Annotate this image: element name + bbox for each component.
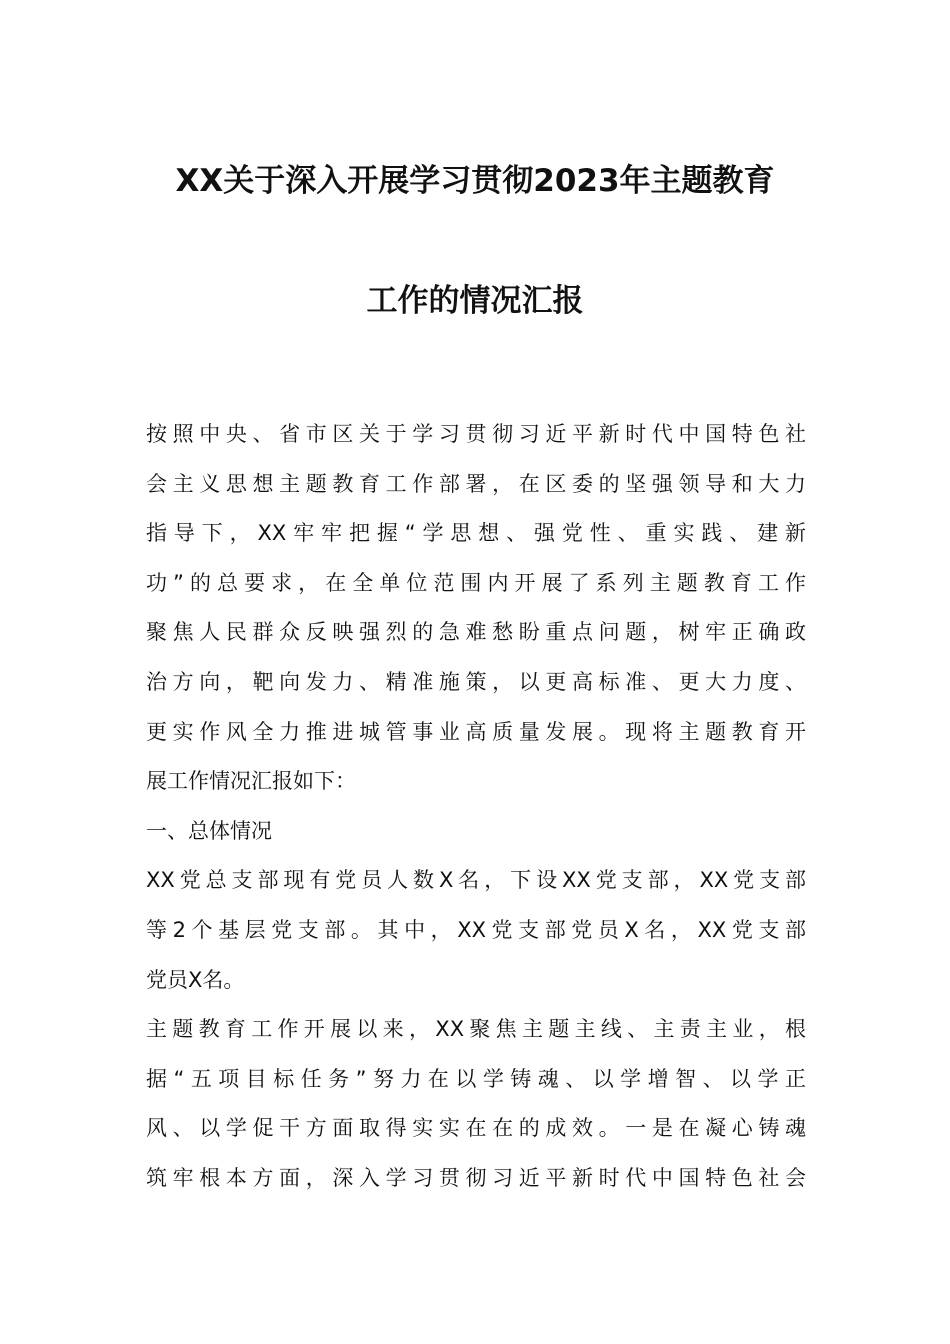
section-heading: 一、总体情况 [146, 818, 272, 843]
body-line: 会主义思想主题教育工作部署，在区委的坚强领导和大力 [146, 471, 806, 496]
body-line: 风、以学促干方面取得实实在在的成效。一是在凝心铸魂 [146, 1116, 806, 1141]
body-line: 等2个基层党支部。其中，XX党支部党员X名，XX党支部 [146, 917, 806, 942]
body-line: 据“五项目标任务”努力在以学铸魂、以学增智、以学正 [146, 1066, 806, 1091]
body-line: 更实作风全力推进城管事业高质量发展。现将主题教育开 [146, 719, 806, 744]
body-line: 治方向，靶向发力、精准施策，以更高标准、更大力度、 [146, 669, 806, 694]
body-line: 展工作情况汇报如下： [146, 769, 356, 794]
document-title-line-1: XX关于深入开展学习贯彻2023年主题教育 [175, 163, 775, 199]
body-line: 功”的总要求，在全单位范围内开展了系列主题教育工作 [146, 570, 806, 595]
body-line: 指导下，XX牢牢把握“学思想、强党性、重实践、建新 [146, 521, 806, 546]
body-line: 聚焦人民群众反映强烈的急难愁盼重点问题，树牢正确政 [146, 620, 806, 645]
body-line: 按照中央、省市区关于学习贯彻习近平新时代中国特色社 [146, 422, 806, 446]
body-line: 主题教育工作开展以来，XX聚焦主题主线、主责主业，根 [146, 1017, 806, 1042]
document-body [146, 410, 806, 1204]
document-title-line-2: 工作的情况汇报 [366, 283, 584, 319]
body-line: XX党总支部现有党员人数X名，下设XX党支部，XX党支部 [146, 868, 806, 893]
body-line: 党员X名。 [146, 967, 245, 992]
body-line: 筑牢根本方面，深入学习贯彻习近平新时代中国特色社会 [146, 1165, 806, 1190]
